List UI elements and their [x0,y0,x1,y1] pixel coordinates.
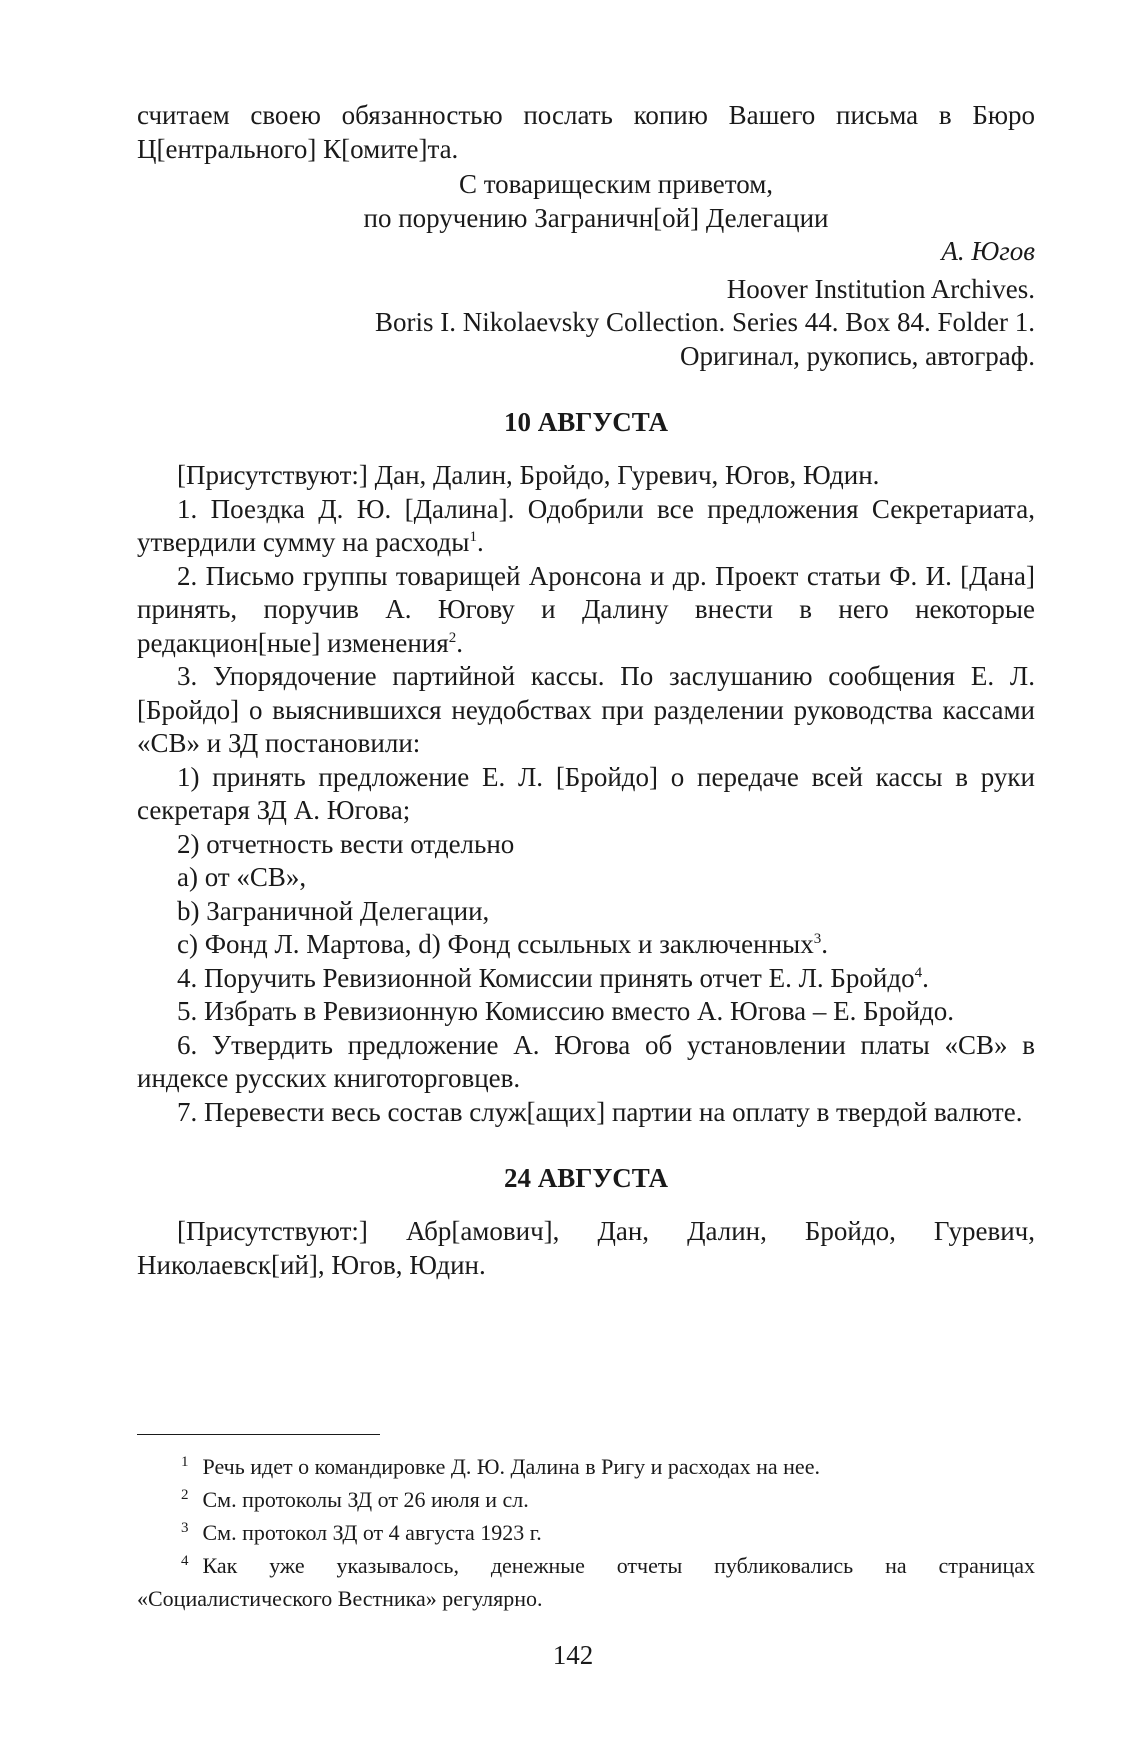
minutes-item-2: 2. Письмо группы товарищей Аронсона и др. Проект статьи Ф. И. [Дана] принять, поручив А. Югову и Далину внести в него некоторые редакцион[ные] изменения$^2$. [137,560,1035,658]
footnote-2-number: 2 [181,1487,189,1503]
footnote-ref-3: 3 [813,931,822,947]
footnote-2-text: См. протоколы ЗД от 26 июля и сл. [202,1487,529,1512]
footnote-3-text: См. протокол ЗД от 4 августа 1923 г. [202,1520,542,1545]
footnote-1 [137,1450,1035,1483]
minutes-item-3-2cd: c) Фонд Л. Мартова, d) Фонд ссыльных и заключенных$^3$. [177,929,828,959]
minutes-item-4-text: 4. Поручить Ревизионной Комиссии принять отчет Е. Л. Бройдо [177,962,915,993]
page-number: 142 [552,1640,594,1670]
footnote-4 [137,1549,1035,1615]
minutes-item-3-2b: b) Заграничной Делегации, [177,895,490,926]
source-line-3: Оригинал, рукопись, автограф. [679,340,1035,371]
minutes-item-7: 7. Перевести весь состав служ[ащих] партии на оплату в твердой валюте. [177,1096,1023,1127]
footnote-divider [137,1434,380,1435]
minutes-item-3-1: 1) принять предложение Е. Л. [Бройдо] о передаче всей кассы в руки секретаря ЗД А. Югова; [137,761,1035,825]
minutes-item-1: 1. Поездка Д. Ю. [Далина]. Одобрили все предложения Секретариата, утвердили сумму на расходы$^1$. [137,493,1035,557]
minutes-item-3-2a: a) от «СВ», [177,862,307,892]
minutes-item-1-text: 1. Поездка Д. Ю. [Далина]. Одобрили все предложения Секретариата, утвердили сумму на расходы [137,493,1035,557]
section-heading-aug-10: 10 АВГУСТА [504,407,668,437]
closing-line-1: С товарищеским приветом, [458,169,774,199]
footnote-1-number: 1 [181,1454,189,1470]
footnote-2 [137,1483,1035,1516]
footnote-ref-2: 2 [448,629,457,646]
minutes-item-2-text: 2. Письмо группы товарищей Аронсона и др. Проект статьи Ф. И. [Дана] принять, поручив А. Югову и Далину внести в него некоторые редакцион[ные] изменения [137,560,1035,658]
footnote-3 [137,1516,1035,1549]
minutes-item-5: 5. Избрать в Ревизионную Комиссию вместо А. Югова – Е. Бройдо. [177,996,955,1026]
minutes-item-3: 3. Упорядочение партийной кассы. По заслушанию сообщения Е. Л. [Бройдо] о выяснившихся неудобствах при разделении руководства кассами «СВ» и ЗД постановили: [137,661,1035,758]
section-heading-aug-24: 24 АВГУСТА [504,1163,668,1193]
minutes-item-3-2: 2) отчетность вести отдельно [177,828,515,859]
footnote-1-text: Речь идет о командировке Д. Ю. Далина в Ригу и расходах на нее. [202,1454,820,1479]
footnotes [137,1450,1035,1615]
signature: А. Югов [941,236,1035,266]
footnote-ref-1: 1 [469,529,477,545]
footnote-ref-4: 4 [914,964,923,981]
source-line-1: Hoover Institution Archives. [726,273,1035,304]
footnote-3-number: 3 [181,1520,189,1536]
minutes-item-6: 6. Утвердить предложение А. Югова об установлении платы «СВ» в индексе русских книготорговцев. [137,1029,1035,1093]
footnote-4-number: 4 [181,1553,189,1569]
attendance-aug-24: [Присутствуют:] Абр[амович], Дан, Далин, Бройдо, Гуревич, Николаевск[ий], Югов, Юдин. [137,1216,1035,1280]
closing-line-2: по поручению Заграничн[ой] Делегации [363,202,829,233]
footnote-4-text: Как уже указывалось, денежные отчеты публиковались на страницах «Социалистического Вестника» регулярно. [137,1553,1035,1611]
top-paragraph: считаем своею обязанностью послать копию Вашего письма в Бюро Ц[ентрального] К[омите]та. [137,100,1035,164]
source-line-2: Boris I. Nikolaevsky Collection. Series 44. Box 84. Folder 1. [375,307,1035,337]
attendance-aug-10: [Присутствуют:] Дан, Далин, Бройдо, Гуревич, Югов, Юдин. [177,460,880,490]
minutes-item-4: 4. Поручить Ревизионной Комиссии принять отчет Е. Л. Бройдо$^4$. [177,962,929,993]
main-text [137,99,1035,1282]
minutes-item-3-2cd-text: c) Фонд Л. Мартова, d) Фонд ссыльных и заключенных [177,929,814,959]
